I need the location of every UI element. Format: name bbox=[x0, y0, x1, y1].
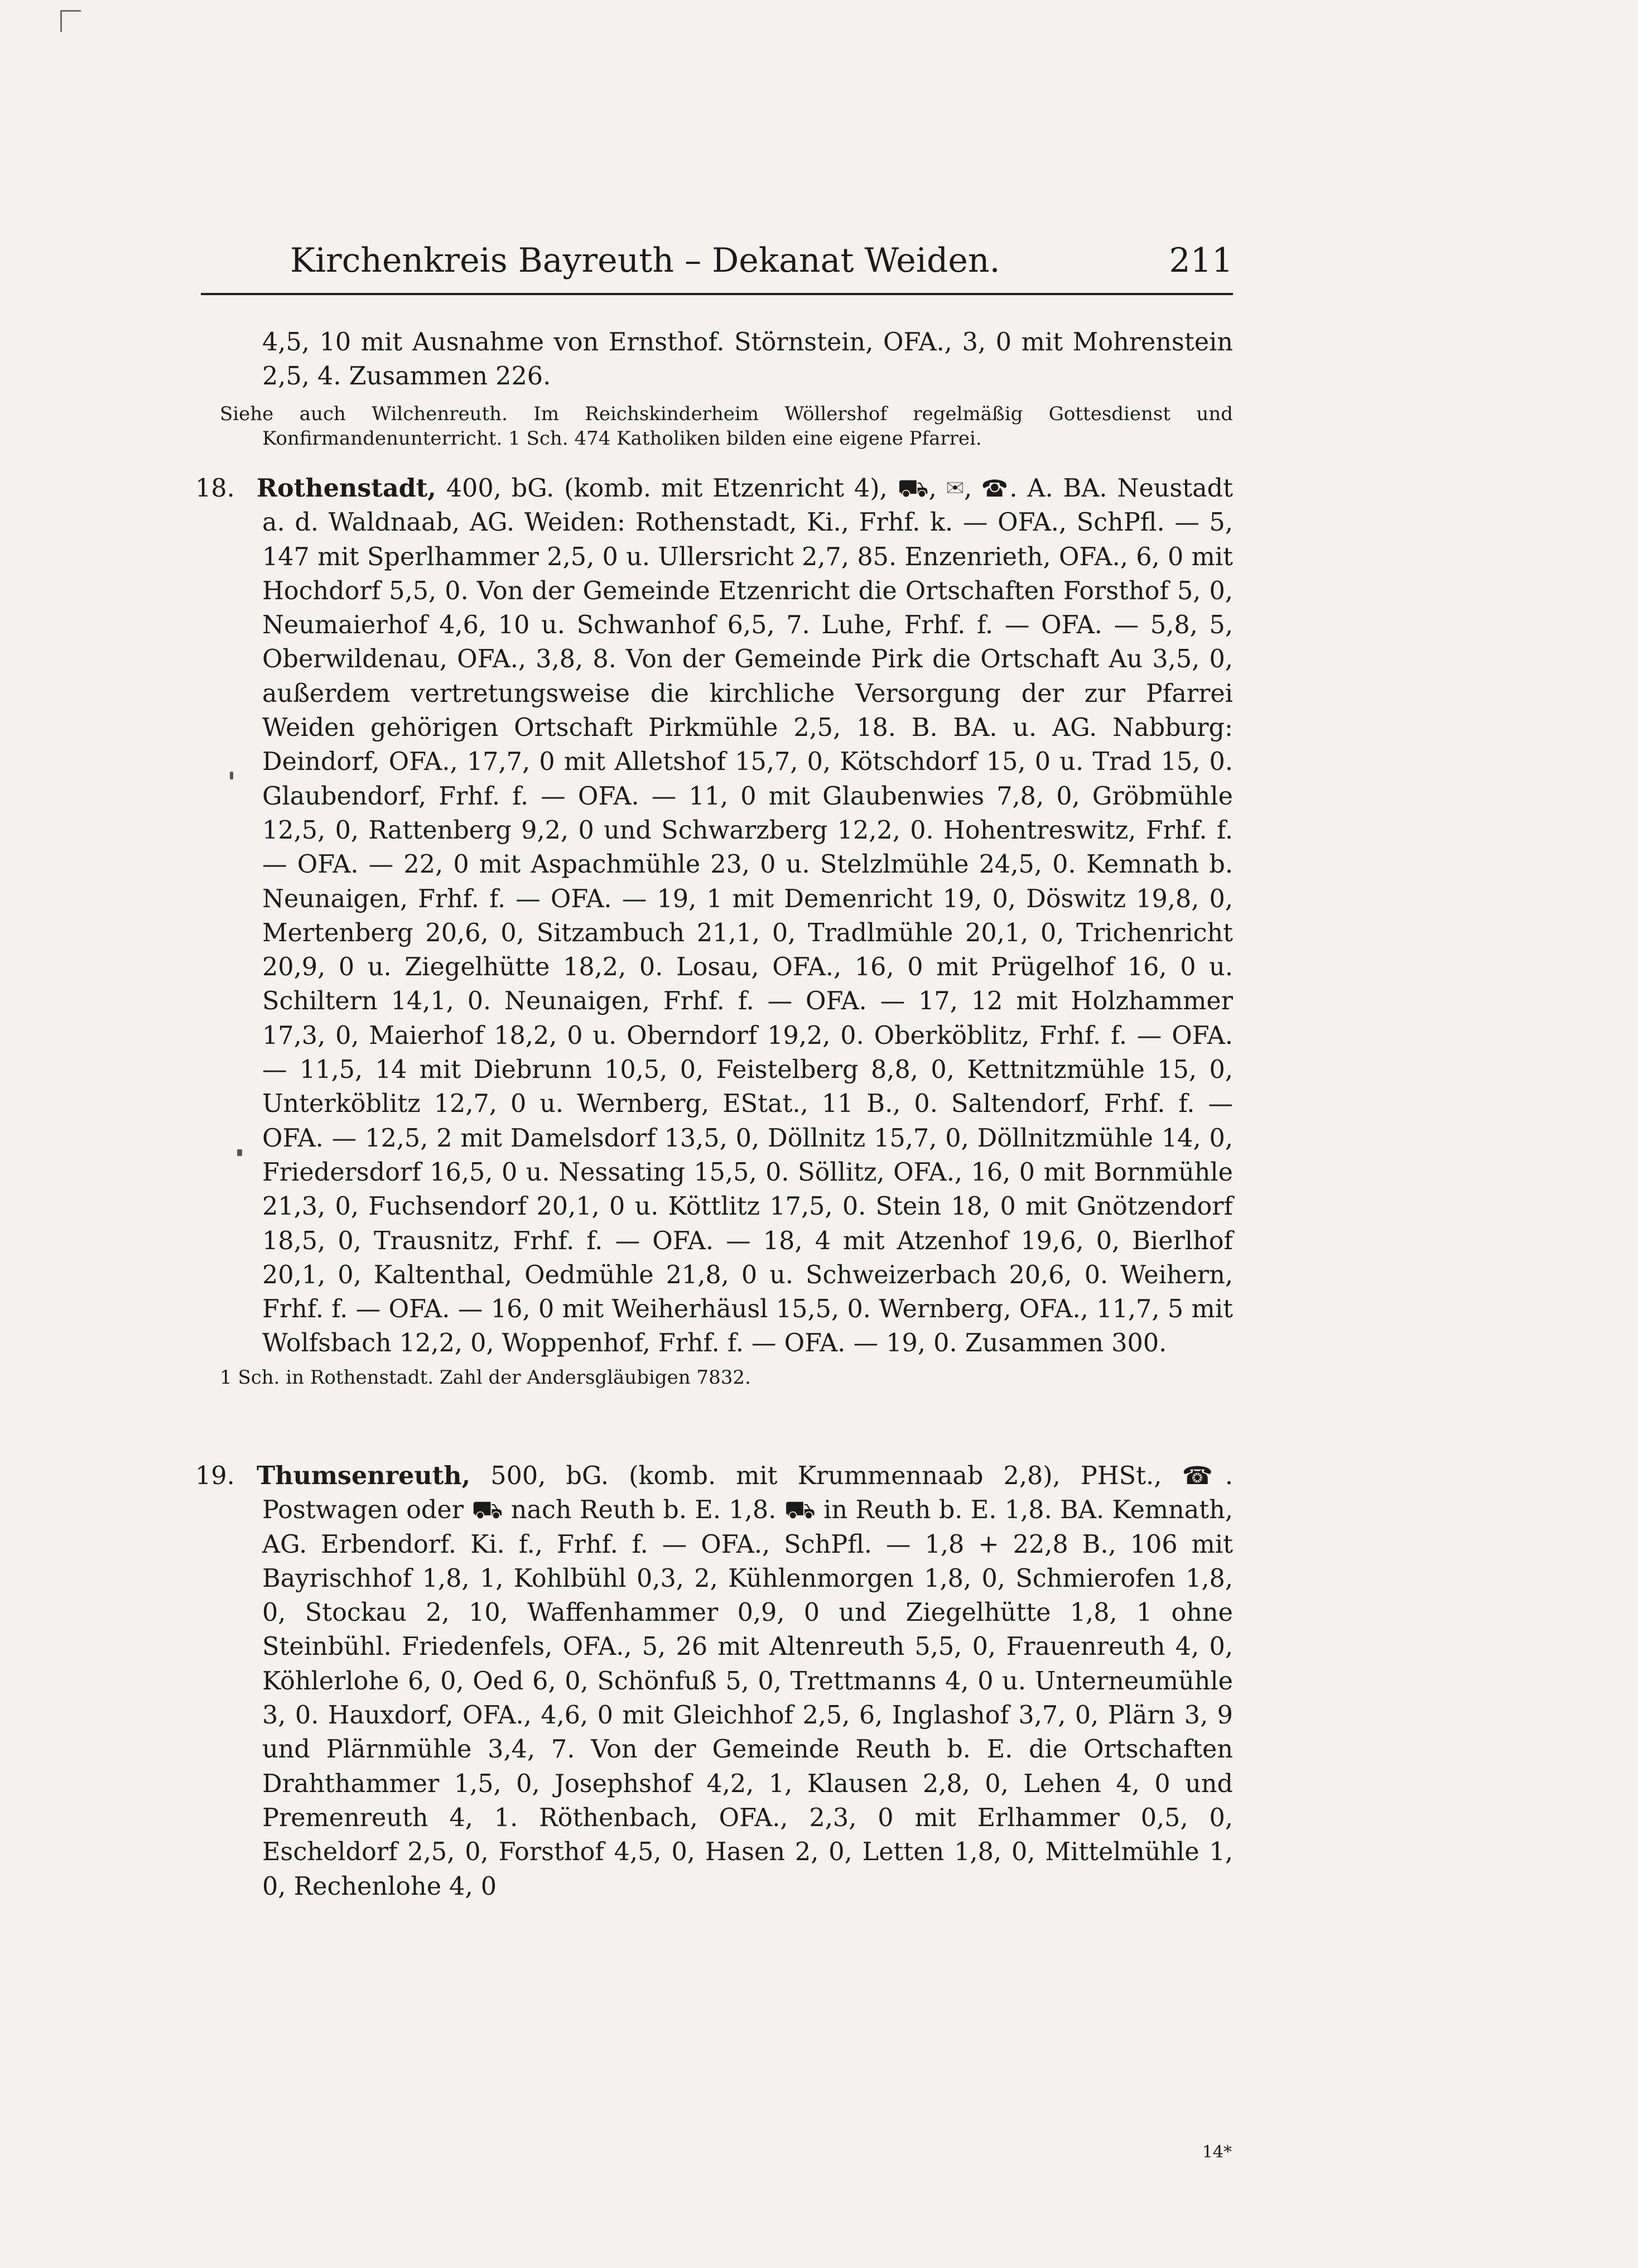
entry-18-text bbox=[195, 471, 1233, 1361]
stray-mark bbox=[237, 1149, 242, 1156]
intro-block bbox=[195, 325, 1233, 451]
entry-19-text bbox=[195, 1459, 1233, 1904]
page-number: 211 bbox=[1169, 241, 1233, 280]
entry-18-note: 1 Sch. in Rothenstadt. Zahl der Andersgläubigen 7832. bbox=[220, 1366, 751, 1389]
entry-body: 400, bG. (komb. mit Etzenricht 4), ⛟, ✉, ☎. A. BA. Neustadt a. d. Waldnaab, AG. Weiden: Rothenstadt, Ki., Frhf. k. — OFA., SchPfl. — 5, 147 mit Sperlhammer 2,5, 0 u. Ullersricht 2,7, 85. Enzenrieth, OFA., 6, 0 mit Hochdorf 5,5, 0. Von der Gemeinde Etzenricht die Ortschaften Forsthof 5, 0, Neumaierhof 4,6, 10 u. Schwanhof 6,5, 7. Luhe, Frhf. f. — OFA. — 5,8, 5, Oberwildenau, OFA., 3,8, 8. Von der Gemeinde Pirk die Ortschaft Au 3,5, 0, außerdem vertretungsweise die kirchliche Versorgung der zur Pfarrei Weiden gehörigen Ortschaft Pirkmühle 2,5, 18. B. BA. u. AG. Nabburg: Deindorf, OFA., 17,7, 0 mit Alletshof 15,7, 0, Kötschdorf 15, 0 u. Trad 15, 0. Glaubendorf, Frhf. f. — OFA. — 11, 0 mit Glaubenwies 7,8, 0, Gröbmühle 12,5, 0, Rattenberg 9,2, 0 und Schwarzberg 12,2, 0. Hohentreswitz, Frhf. f. — OFA. — 22, 0 mit Aspachmühle 23, 0 u. Stelzlmühle 24,5, 0. Kemnath b. Neunaigen, Frhf. f. — OFA. — 19, 1 mit Demenricht 19, 0, Döswitz 19,8, 0, Mertenberg 20,6, 0, Sitzambuch 21,1, 0, Tradlmühle 20,1, 0, Trichenricht 20,9, 0 u. Ziegelhütte 18,2, 0. Losau, OFA., 16, 0 mit Prügelhof 16, 0 u. Schiltern 14,1, 0. Neunaigen, Frhf. f. — OFA. — 17, 12 mit Holzhammer 17,3, 0, Maierhof 18,2, 0 u. Oberndorf 19,2, 0. Oberköblitz, Frhf. f. — OFA. — 11,5, 14 mit Diebrunn 10,5, 0, Feistelberg 8,8, 0, Kettnitzmühle 15, 0, Unterköblitz 12,7, 0 u. Wernberg, EStat., 11 B., 0. Saltendorf, Frhf. f. — OFA. — 12,5, 2 mit Damelsdorf 13,5, 0, Döllnitz 15,7, 0, Döllnitzmühle 14, 0, Friedersdorf 16,5, 0 u. Nessating 15,5, 0. Söllitz, OFA., 16, 0 mit Bornmühle 21,3, 0, Fuchsendorf 20,1, 0 u. Köttlitz 17,5, 0. Stein 18, 0 mit Gnötzendorf 18,5, 0, Trausnitz, Frhf. f. — OFA. — 18, 4 mit Atzenhof 19,6, 0, Bierlhof 20,1, 0, Kaltenthal, Oedmühle 21,8, 0 u. Schweizerbach 20,6, 0. Weihern, Frhf. f. — OFA. — 16, 0 mit Weiherhäusl 15,5, 0. Wernberg, OFA., 11,7, 5 mit Wolfsbach 12,2, 0, Woppenhof, Frhf. f. — OFA. — 19, 0. Zusammen 300. bbox=[262, 474, 1233, 1358]
entry-body: 500, bG. (komb. mit Krummennaab 2,8), PHSt., ☎. Postwagen oder ⛟ nach Reuth b. E. 1,8. ⛟ in Reuth b. E. 1,8. BA. Kemnath, AG. Erbendorf. Ki. f., Frhf. f. — OFA., SchPfl. — 1,8 + 22,8 B., 106 mit Bayrischhof 1,8, 1, Kohlbühl 0,3, 2, Kühlenmorgen 1,8, 0, Schmierofen 1,8, 0, Stockau 2, 10, Waffenhammer 0,9, 0 und Ziegelhütte 1,8, 1 ohne Steinbühl. Friedenfels, OFA., 5, 26 mit Altenreuth 5,5, 0, Frauenreuth 4, 0, Köhlerlohe 6, 0, Oed 6, 0, Schönfuß 5, 0, Trettmanns 4, 0 u. Unterneumühle 3, 0. Hauxdorf, OFA., 4,6, 0 mit Gleichhof 2,5, 6, Inglashof 3,7, 0, Plärn 3, 9 und Plärnmühle 3,4, 7. Von der Gemeinde Reuth b. E. die Ortschaften Drahthammer 1,5, 0, Josephshof 4,2, 1, Klausen 2,8, 0, Lehen 4, 0 und Premenreuth 4, 1. Röthenbach, OFA., 2,3, 0 mit Erlhammer 0,5, 0, Escheldorf 2,5, 0, Forsthof 4,5, 0, Hasen 2, 0, Letten 1,8, 0, Mittelmühle 1, 0, Rechenlohe 4, 0 bbox=[262, 1462, 1233, 1901]
entry-number: 19. bbox=[195, 1462, 235, 1490]
intro-paragraph: 4,5, 10 mit Ausnahme von Ernsthof. Störnstein, OFA., 3, 0 mit Mohrenstein 2,5, 4. Zusammen 226. bbox=[262, 328, 1233, 391]
entry-name: Rothenstadt, bbox=[257, 474, 436, 503]
entry-number: 18. bbox=[195, 474, 235, 503]
intro-note: Siehe auch Wilchenreuth. Im Reichskinderheim Wöllershof regelmäßig Gottesdienst und Konfirmandenunterricht. 1 Sch. 474 Katholiken bilden eine eigene Pfarrei. bbox=[220, 402, 1233, 450]
entry-name: Thumsenreuth, bbox=[257, 1461, 471, 1490]
running-header bbox=[290, 241, 1233, 286]
entry-19 bbox=[195, 1459, 1233, 1904]
signature-mark: 14* bbox=[1202, 2142, 1232, 2162]
running-title: Kirchenkreis Bayreuth – Dekanat Weiden. bbox=[290, 241, 1000, 280]
corner-mark bbox=[60, 10, 81, 32]
entry-18 bbox=[195, 471, 1233, 1390]
header-rule bbox=[201, 293, 1233, 295]
